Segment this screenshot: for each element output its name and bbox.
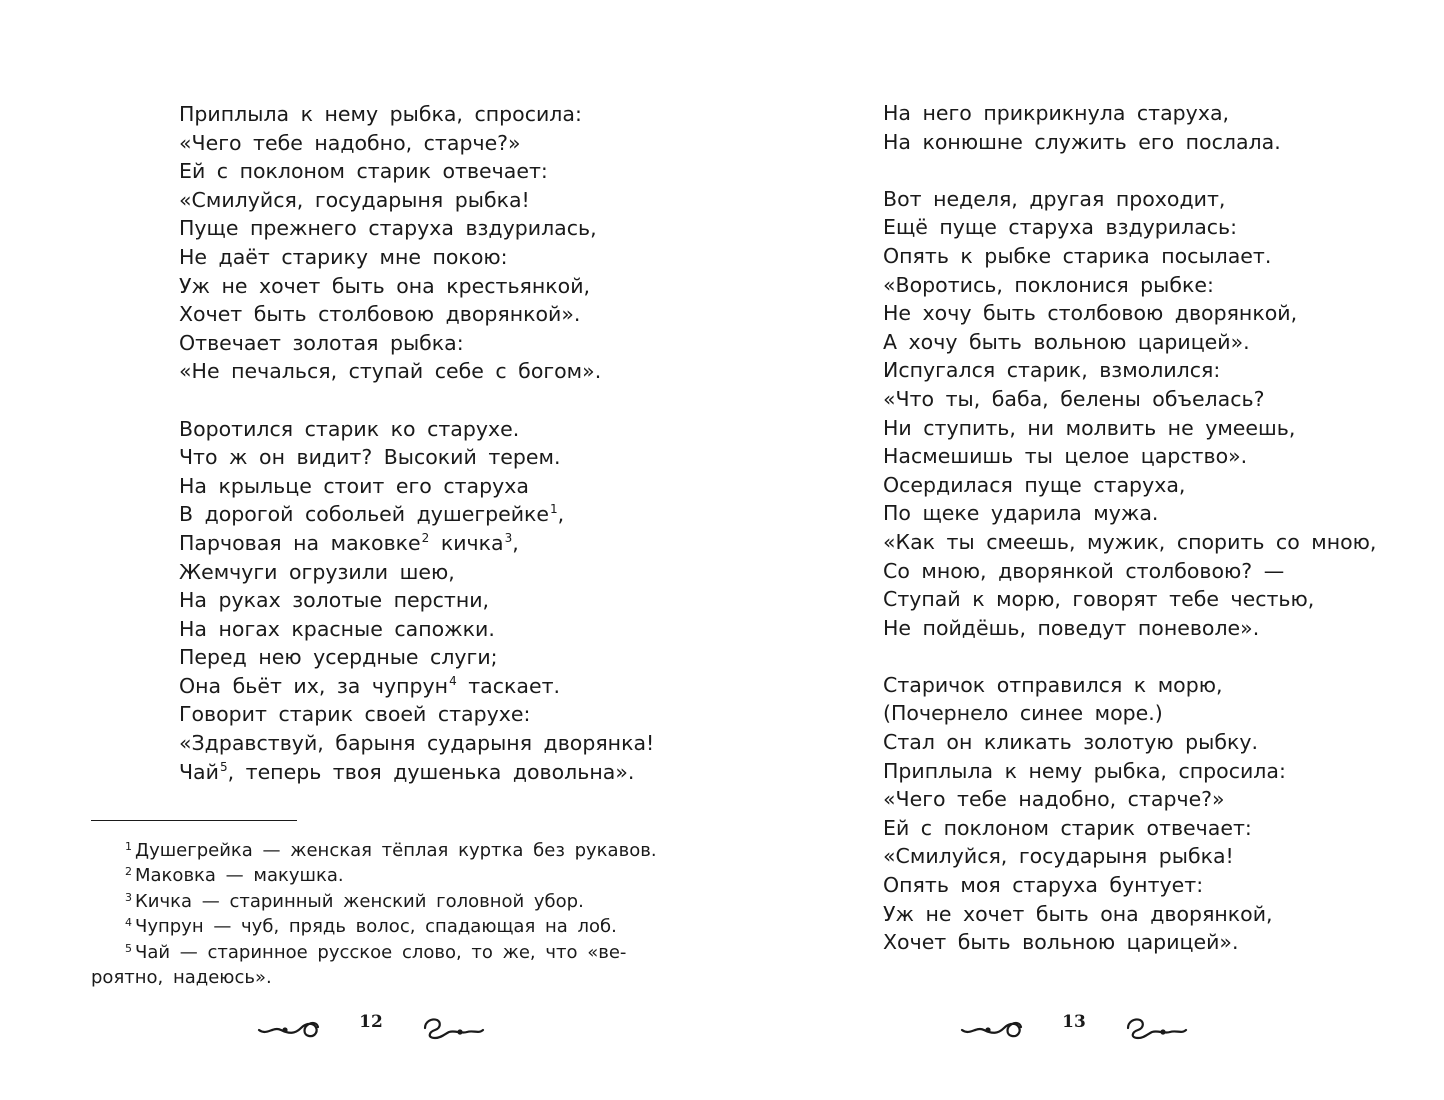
verse-line: Приплыла к нему рыбка, спросила:	[883, 758, 1286, 783]
footnote-marker: 3	[504, 530, 513, 545]
footnote-text: Маковка — макушка.	[135, 865, 344, 887]
verse-text: Парчовая на маковке	[179, 530, 421, 555]
verse-line: Воротился старик ко старухе.	[179, 416, 520, 441]
stanza	[883, 99, 1376, 156]
verse-line: Хочет быть столбовою дворянкой».	[179, 302, 581, 327]
stanza	[883, 671, 1376, 957]
verse-line: «Не печалься, ступай себе с богом».	[179, 359, 602, 384]
stanza	[179, 415, 654, 787]
verse-text: ,	[557, 502, 565, 527]
verse-line: Ступай к морю, говорят тебе честью,	[883, 587, 1315, 612]
verse-line-annotated	[179, 500, 654, 529]
verse-line: Осердилася пуще старуха,	[883, 472, 1186, 497]
page-number-ornament	[958, 1008, 1190, 1044]
verse-line: Уж не хочет быть она крестьянкой,	[179, 273, 591, 298]
verse-line-annotated	[179, 529, 654, 558]
verse-line: «Чего тебе надобно, старче?»	[883, 787, 1225, 812]
verse-line-annotated	[179, 672, 654, 701]
verse-text: В дорогой собольей душегрейке	[179, 502, 550, 527]
verse-line: Со мною, дворянкой столбовою? —	[883, 558, 1285, 583]
footnote-continuation: роятно, надеюсь».	[91, 967, 272, 989]
footnote-text: Чай — старинное русское слово, то же, что «ве-	[135, 941, 627, 963]
footnote-marker: 4	[449, 673, 457, 688]
footnote-marker: 5	[219, 759, 228, 774]
verse-line: Ей с поклоном старик отвечает:	[883, 815, 1252, 840]
verse-line: Опять моя старуха бунтует:	[883, 873, 1204, 898]
verse-line: Насмешишь ты целое царство».	[883, 444, 1248, 469]
verse-line: Хочет быть вольною царицей».	[883, 930, 1239, 955]
verse-line: На руках золотые перстни,	[179, 588, 490, 613]
page-number: 13	[1062, 1012, 1086, 1032]
footnotes	[91, 838, 657, 990]
footnote-text: Душегрейка — женская тёплая куртка без рукавов.	[135, 840, 657, 861]
verse-line: Перед нею усердные слуги;	[179, 645, 498, 670]
verse-line: Опять к рыбке старика посылает.	[883, 243, 1272, 268]
verse-text: , теперь твоя душенька довольна».	[227, 759, 635, 784]
page-number-ornament	[255, 1008, 487, 1044]
verse-line: Старичок отправился к морю,	[883, 672, 1223, 697]
footnote-marker: 1	[550, 502, 558, 517]
verse-line-annotated	[179, 758, 654, 787]
verse-line: На конюшне служить его послала.	[883, 129, 1281, 154]
footnote-marker: 2	[421, 530, 430, 545]
verse-line: «Воротись, поклонися рыбке:	[883, 272, 1214, 297]
verse-text: ,	[512, 530, 519, 555]
verse-text: Чай	[179, 759, 219, 784]
verse-line: (Почернело синее море.)	[883, 701, 1163, 726]
footnote: 2 Маковка — макушка.	[125, 865, 344, 887]
verse-text: таскает.	[456, 673, 561, 698]
verse-line: Пуще прежнего старуха вздурилась,	[179, 216, 597, 241]
footnote-text: Чупрун — чуб, прядь волос, спадающая на лоб.	[135, 916, 617, 938]
poem-text	[179, 100, 654, 815]
verse-line: Ни ступить, ни молвить не умеешь,	[883, 415, 1296, 440]
verse-line: «Смилуйся, государыня рыбка!	[883, 844, 1234, 869]
verse-line: Говорит старик своей старухе:	[179, 702, 531, 727]
verse-line: Уж не хочет быть она дворянкой,	[883, 901, 1273, 926]
footnote-text: Кичка — старинный женский головной убор.	[135, 890, 584, 912]
footnote: 1 Душегрейка — женская тёплая куртка без рукавов.	[125, 840, 657, 861]
verse-line: Ещё пуще старуха вздурилась:	[883, 215, 1238, 240]
verse-line: «Что ты, баба, белены объелась?	[883, 386, 1265, 411]
verse-line: «Как ты смеешь, мужик, спорить со мною,	[883, 529, 1377, 554]
verse-line: Не даёт старику мне покою:	[179, 244, 508, 269]
verse-line: Вот неделя, другая проходит,	[883, 186, 1226, 211]
verse-line: По щеке ударила мужа.	[883, 501, 1159, 526]
verse-line: Отвечает золотая рыбка:	[179, 330, 464, 355]
verse-line: А хочу быть вольною царицей».	[883, 329, 1250, 354]
verse-line: Приплыла к нему рыбка, спросила:	[179, 102, 582, 126]
verse-line: Не пойдёшь, поведут поневоле».	[883, 615, 1260, 640]
verse-line: «Здравствуй, барыня сударыня дворянка!	[179, 731, 655, 756]
footnote: 5 Чай — старинное русское слово, то же, что «ве-	[125, 941, 627, 963]
verse-line: Не хочу быть столбовою дворянкой,	[883, 301, 1298, 326]
verse-line: Испугался старик, взмолился:	[883, 358, 1221, 383]
verse-line: На него прикрикнула старуха,	[883, 101, 1230, 125]
verse-text: кичка	[429, 530, 504, 555]
stanza	[179, 100, 654, 386]
verse-line: Ей с поклоном старик отвечает:	[179, 159, 548, 184]
verse-line: На крыльце стоит его старуха	[179, 473, 529, 498]
verse-line: Жемчуги огрузили шею,	[179, 559, 455, 584]
page-number: 12	[359, 1012, 383, 1032]
verse-line: На ногах красные сапожки.	[179, 616, 495, 641]
footnote: 4 Чупрун — чуб, прядь волос, спадающая на лоб.	[125, 916, 617, 938]
right-page	[722, 0, 1444, 1100]
verse-line: Стал он кликать золотую рыбку.	[883, 730, 1258, 755]
verse-line: «Смилуйся, государыня рыбка!	[179, 187, 530, 212]
stanza	[883, 185, 1376, 643]
footnote: 3 Кичка — старинный женский головной убор.	[125, 890, 584, 912]
verse-line: «Чего тебе надобно, старче?»	[179, 130, 521, 155]
verse-text: Она бьёт их, за чупрун	[179, 673, 449, 698]
footnote-divider	[91, 820, 297, 821]
verse-line: Что ж он видит? Высокий терем.	[179, 445, 561, 470]
poem-text	[883, 99, 1376, 985]
